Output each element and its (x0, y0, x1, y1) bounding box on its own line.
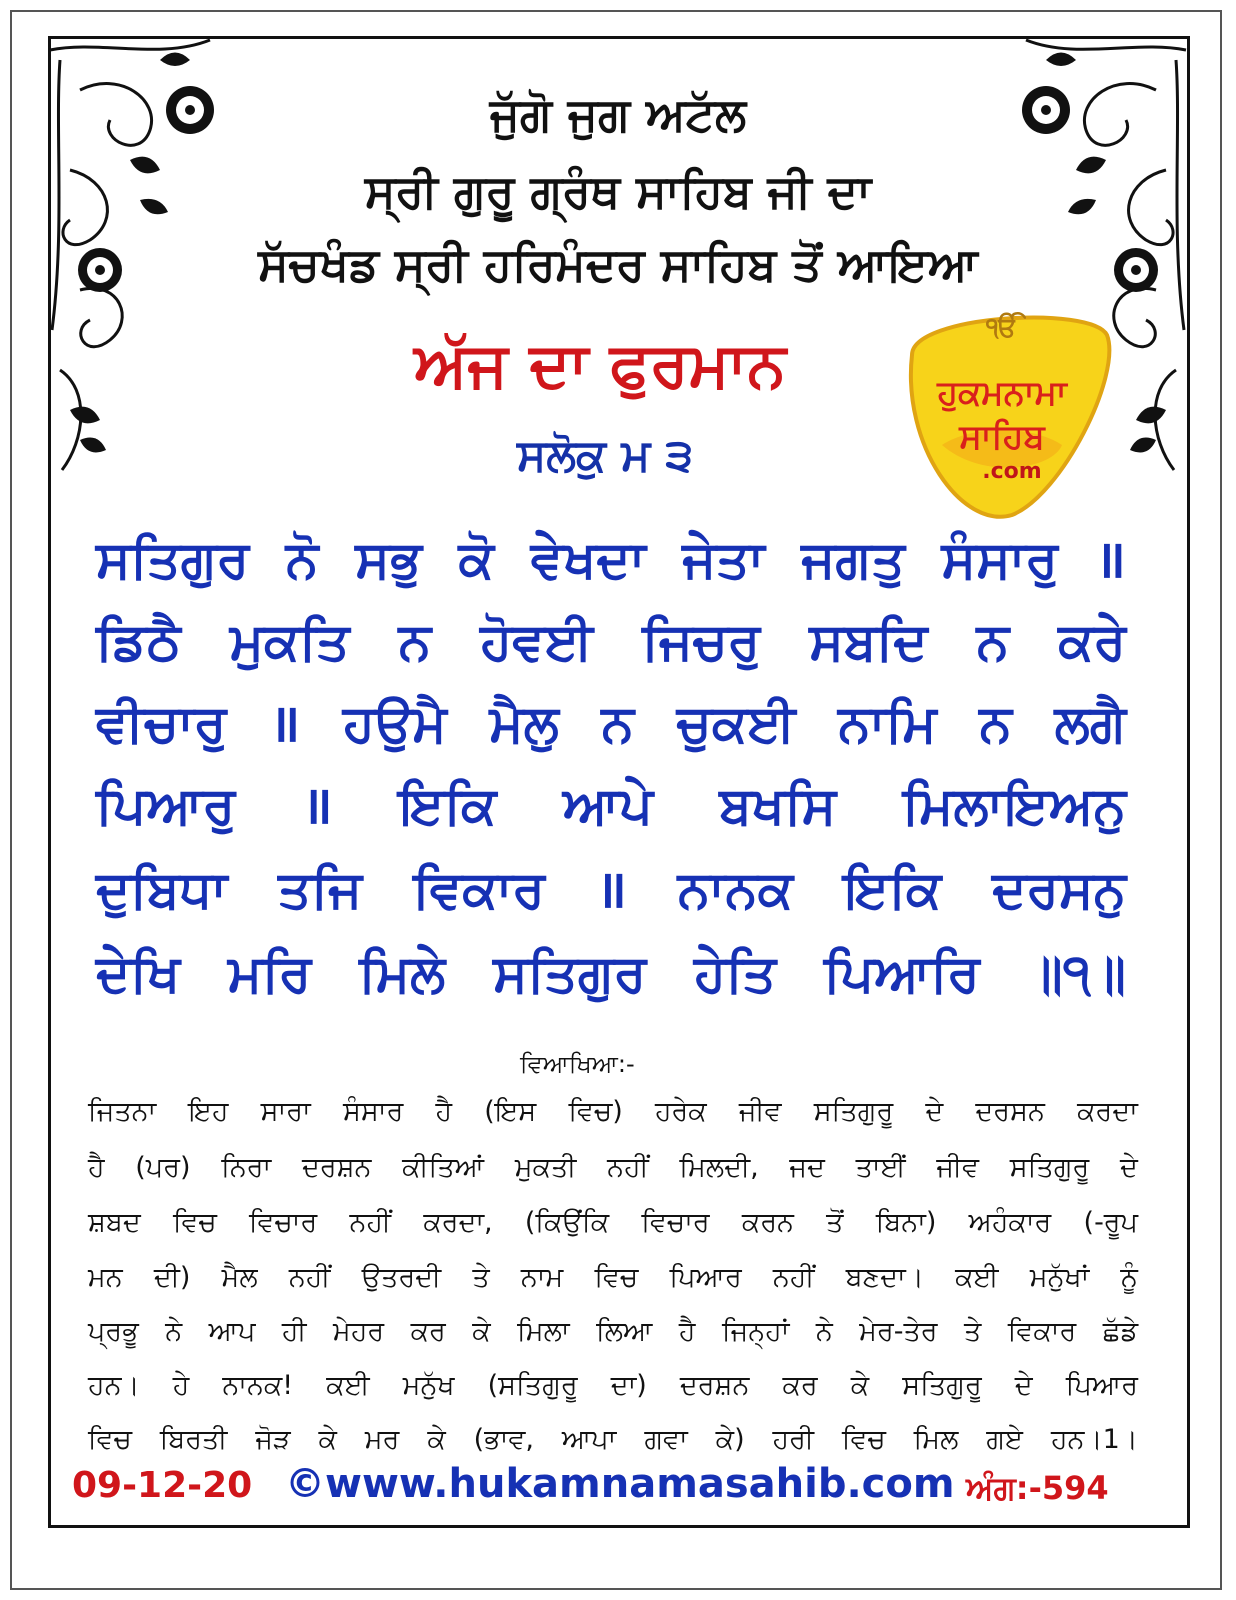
word: ਨਾਨਕ (677, 860, 794, 920)
word: ਮਨੁੱਖ (402, 1370, 455, 1401)
word: (-ਰੂਪ (1083, 1207, 1138, 1238)
word: ਦਾ) (610, 1370, 647, 1401)
word: ਵੀਚਾਰੁ (96, 694, 227, 754)
word: ਤੇ (472, 1262, 490, 1293)
word: ਦਰਸਨੁ (992, 860, 1126, 920)
word: ਮੁਕਤੀ (514, 1152, 577, 1183)
shabad-subheading: ਸਲੋਕੁ ਮ ੩ (516, 430, 693, 481)
word: ਦੁਬਿਧਾ (96, 860, 228, 920)
explanation-line-2 (88, 1150, 1138, 1186)
verse-line-6 (96, 944, 1126, 1004)
word: ਸਬਦਿ (809, 612, 928, 672)
word: ਵਿਚ) (568, 1096, 623, 1127)
word: ਤੋਂ (826, 1207, 844, 1238)
word: ਮਰਿ (228, 944, 312, 1004)
explanation-line-6 (88, 1368, 1138, 1404)
word: ॥ (595, 860, 627, 920)
word: ਮਿਲਾਇਅਨੁ (902, 776, 1126, 836)
word: ਨੇ (815, 1316, 833, 1347)
logo-domain: .com (982, 459, 1042, 484)
word: ਮੈਲੁ (489, 694, 559, 754)
word: ਜੀਵ (936, 1152, 980, 1183)
word: ਕੋ (458, 530, 494, 590)
word: ਨ (601, 694, 635, 754)
explanation-line-7 (88, 1422, 1138, 1458)
word: ਮੇਰ-ਤੇਰ (859, 1316, 938, 1347)
word: ਜੋੜ (255, 1424, 291, 1455)
verse-line-3 (96, 694, 1126, 754)
word: ਆਪਾ (561, 1424, 617, 1455)
ek-onkar-icon: ੴ (986, 313, 1018, 343)
hukamnama-sahib-logo (882, 295, 1122, 525)
title-line-1: ਜੁੱਗੋ ਜੁਗ ਅਟੱਲ (489, 87, 747, 141)
word: ਹਨ। (88, 1370, 140, 1401)
word: ਵਿਚ (88, 1424, 132, 1455)
word: ਕਰਦਾ (1077, 1096, 1138, 1127)
word: ॥ (1094, 530, 1126, 590)
word: ਆਪ (208, 1316, 256, 1347)
word: ਹਰੀ (772, 1424, 814, 1455)
word: ਪਿਆਰ (1065, 1370, 1138, 1401)
word: ਨਹੀਂ (772, 1262, 815, 1293)
word: ਸ਼ਬਦ (88, 1207, 141, 1238)
footer-ang-number: ਅੰਗ:-594 (966, 1469, 1109, 1507)
word: ਮਿਲਦੀ, (679, 1152, 759, 1183)
word: ਬਿਰਤੀ (159, 1424, 228, 1455)
word: ਜਿਚਰੁ (642, 612, 761, 672)
word: ਨਹੀਂ (288, 1262, 331, 1293)
word: ਮਨ (88, 1262, 123, 1293)
word: ਵਿਚ (594, 1262, 639, 1293)
word: ਹੇਤਿ (694, 944, 777, 1004)
word: ਜਿਤਨਾ (88, 1096, 157, 1127)
word: ਦਰਸ਼ਨ (679, 1370, 750, 1401)
word: ਦਰਸ਼ਨ (301, 1152, 372, 1183)
footer-date: 09-12-20 (72, 1465, 253, 1506)
word: ਜਿਨ੍ਹਾਂ (721, 1316, 790, 1347)
word: ਤਜਿ (278, 860, 363, 920)
word: ਕਰ (782, 1370, 818, 1401)
word: ਸਤਿਗੁਰੂ (1009, 1152, 1090, 1183)
word: ॥ (301, 776, 333, 836)
logo-text-line2: ਸਾਹਿਬ (959, 417, 1045, 457)
word: ਕਰ (410, 1316, 446, 1347)
word: ਪਿਆਰਿ (823, 944, 980, 1004)
word: ਵਿਚਾਰ (641, 1207, 710, 1238)
word: ਕੀਤਿਆਂ (402, 1152, 485, 1183)
word: ਕਰੇ (1058, 612, 1126, 672)
page-heading: ਅੱਜ ਦਾ ਫੁਰਮਾਨ (414, 328, 786, 401)
word: ਨੂੰ (1120, 1262, 1138, 1293)
word: ਉਤਰਦੀ (361, 1262, 442, 1293)
word: ਕਈ (955, 1262, 999, 1293)
title-line-3: ਸੱਚਖੰਡ ਸ੍ਰੀ ਹਰਿਮੰਦਰ ਸਾਹਿਬ ਤੋਂ ਆਇਆ (258, 237, 978, 291)
word: ਆਪੇ (562, 776, 653, 836)
word: ਲਿਆ (596, 1316, 653, 1347)
word: ਬਿਨਾ) (875, 1207, 937, 1238)
word: ਸਾਰਾ (260, 1096, 311, 1127)
word: ਵਿਕਾਰ (1007, 1316, 1077, 1347)
word: ਨਾਮਿ (838, 694, 937, 754)
word: ਵਿਚ (172, 1207, 217, 1238)
word: ਮਰ (364, 1424, 400, 1455)
word: ਕੇ (427, 1424, 446, 1455)
word: ਵਿਚ (841, 1424, 886, 1455)
word: ਹੈ (678, 1316, 696, 1347)
word: ਦੇਖਿ (96, 944, 181, 1004)
word: ਕਰਦਾ, (423, 1207, 493, 1238)
word: ਕੇ) (715, 1424, 745, 1455)
word: ਦੀ) (153, 1262, 191, 1293)
word: ਇਕਿ (843, 860, 942, 920)
word: ਅਹੰਕਾਰ (968, 1207, 1052, 1238)
word: ਨੇ (165, 1316, 183, 1347)
word: ਮਿਲੇ (359, 944, 446, 1004)
word: ਹਉਮੈ (342, 694, 447, 754)
word: ਹੈ (88, 1152, 105, 1183)
word: ਕਰਨ (741, 1207, 794, 1238)
word: ਦਰਸਨ (975, 1096, 1045, 1127)
word: ਲਗੈ (1054, 694, 1126, 754)
word: ਦੇ (925, 1096, 944, 1127)
word: ਕਈ (326, 1370, 370, 1401)
verse-line-2 (96, 612, 1126, 672)
word: ਸਤਿਗੁਰ (493, 944, 647, 1004)
word: ਨ (979, 694, 1012, 754)
word: ਦੇ (1119, 1152, 1138, 1183)
word: ਨਾਮ (520, 1262, 564, 1293)
word: (ਕਿਉਂਕਿ (524, 1207, 610, 1238)
word: ਨਿਰਾ (221, 1152, 272, 1183)
word: ਨਾਨਕ! (222, 1370, 294, 1401)
footer-website-link[interactable]: ©www.hukamnamasahib.com (285, 1461, 955, 1507)
word: ਮੁਕਤਿ (229, 612, 350, 672)
word: ਕੇ (850, 1370, 870, 1401)
word: ਚੁਕਈ (676, 694, 796, 754)
word: ਗਏ (986, 1424, 1024, 1455)
word: ਜੇਤਾ (682, 530, 765, 590)
word: ਨੋ (285, 530, 319, 590)
word: ਡਿਠੈ (96, 612, 181, 672)
word: ਹਨ।1। (1050, 1424, 1138, 1455)
word: ਪ੍ਰਭੂ (88, 1316, 139, 1347)
explanation-line-4 (88, 1260, 1138, 1296)
word: ਸਤਿਗੁਰੂ (813, 1096, 894, 1127)
word: ਮਿਲ (913, 1424, 959, 1455)
word: ॥੧॥ (1027, 944, 1126, 1004)
word: ਤੇ (964, 1316, 982, 1347)
word: ਮੇਹਰ (333, 1316, 385, 1347)
word: (ਭਾਵ, (473, 1424, 534, 1455)
word: ਬਖਸਿ (719, 776, 837, 836)
word: ਹੈ (435, 1096, 453, 1127)
word: ਹੇ (172, 1370, 190, 1401)
word: ਵਿਚਾਰ (248, 1207, 318, 1238)
word: ਗਵਾ (644, 1424, 688, 1455)
word: ਕੇ (318, 1424, 337, 1455)
word: ਜੀਵ (738, 1096, 782, 1127)
explanation-line-3 (88, 1205, 1138, 1241)
verse-line-5 (96, 860, 1126, 920)
word: ਜਦ (789, 1152, 825, 1183)
word: ਹੋਵਈ (480, 612, 594, 672)
word: ਇਹ (188, 1096, 229, 1127)
verse-line-1 (96, 530, 1126, 590)
word: ਛੱਡੇ (1102, 1316, 1138, 1347)
word: ਪਿਆਰ (669, 1262, 742, 1293)
word: ਨ (398, 612, 432, 672)
word: ਮਿਲਾ (517, 1316, 570, 1347)
word: ਦੇ (1014, 1370, 1033, 1401)
word: ਮਨੁੱਖਾਂ (1029, 1262, 1090, 1293)
word: ਵੇਖਦਾ (530, 530, 646, 590)
word: ਬਣਦਾ। (845, 1262, 924, 1293)
word: (ਇਸ (484, 1096, 537, 1127)
explanation-title: ਵਿਆਖਿਆ:- (520, 1050, 635, 1078)
word: ਹਰੇਕ (654, 1096, 707, 1127)
word: ਮੈਲ (221, 1262, 258, 1293)
word: (ਪਰ) (135, 1152, 191, 1183)
word: ਜਗਤੁ (801, 530, 905, 590)
explanation-line-5 (88, 1314, 1138, 1350)
word: ਇਕਿ (399, 776, 497, 836)
word: ਨ (976, 612, 1010, 672)
word: ਸੰਸਾਰ (342, 1096, 404, 1127)
word: ਹੀ (281, 1316, 307, 1347)
word: ਵਿਕਾਰ (412, 860, 545, 920)
word: ਸਤਿਗੁਰੂ (902, 1370, 982, 1401)
word: ਤਾਈਂ (855, 1152, 906, 1183)
title-line-2: ਸ੍ਰੀ ਗੁਰੂ ਗ੍ਰੰਥ ਸਾਹਿਬ ਜੀ ਦਾ (364, 164, 872, 218)
word: ਸੰਸਾਰੁ (941, 530, 1058, 590)
verse-line-4 (96, 776, 1126, 836)
word: (ਸਤਿਗੁਰੂ (487, 1370, 578, 1401)
word: ॥ (269, 694, 301, 754)
word: ਨਹੀਂ (607, 1152, 649, 1183)
word: ਸਭੁ (355, 530, 422, 590)
word: ਸਤਿਗੁਰ (96, 530, 250, 590)
word: ਨਹੀਂ (349, 1207, 392, 1238)
word: ਕੇ (472, 1316, 491, 1347)
word: ਪਿਆਰੁ (96, 776, 236, 836)
explanation-line-1 (88, 1094, 1138, 1130)
logo-text-line1: ਹੁਕਮਨਾਮਾ (937, 373, 1067, 413)
